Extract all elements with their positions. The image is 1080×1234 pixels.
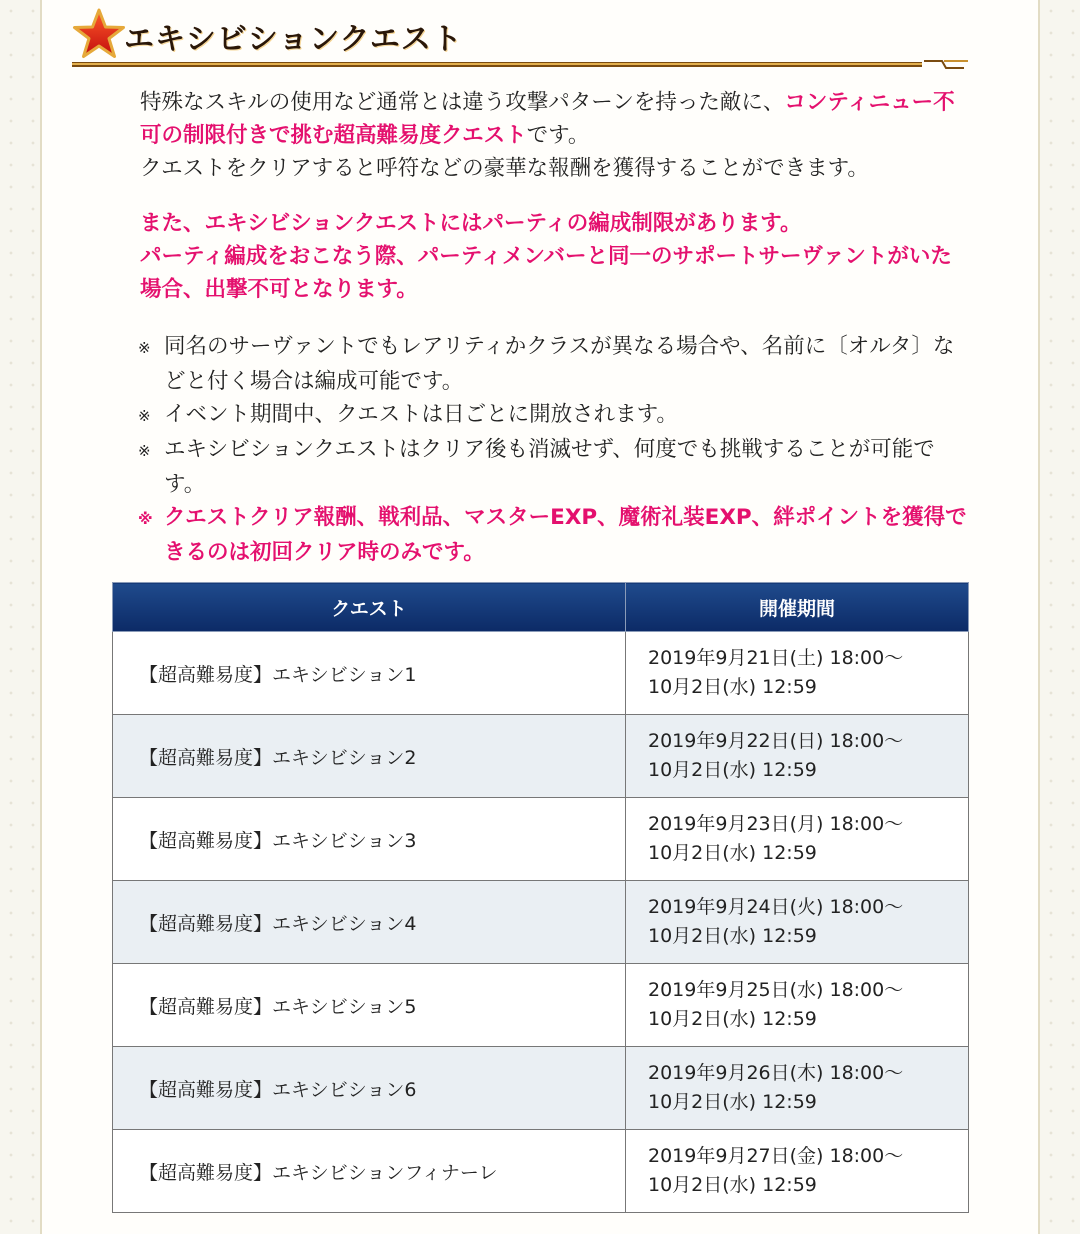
quest-name: 【超高難易度】エキシビション5 [113,964,626,1047]
intro-text [140,86,970,185]
note-item: ※ イベント期間中、クエストは日ごとに開放されます。 [138,398,970,433]
quest-period: 2019年9月22日(日) 18:00～ 10月2日(水) 12:59 [626,715,969,798]
quest-name: 【超高難易度】エキシビション2 [113,715,626,798]
quest-period: 2019年9月26日(木) 18:00～ 10月2日(水) 12:59 [626,1047,969,1130]
quest-name: 【超高難易度】エキシビション6 [113,1047,626,1130]
table-header-row [113,583,969,632]
header-underline [72,60,970,70]
right-decorative-border [1038,0,1080,1234]
party-restriction-warning [140,207,970,306]
table-row [113,798,969,881]
header-quest: クエスト [113,583,626,632]
intro-line1-end: です。 [526,123,590,148]
note-item: ※ 同名のサーヴァントでもレアリティかクラスが異なる場合や、名前に〔オルタ〕などと付く場合は編成可能です。 [138,334,955,394]
quest-schedule-table [112,582,969,1213]
quest-period: 2019年9月23日(月) 18:00～ 10月2日(水) 12:59 [626,798,969,881]
table-row [113,964,969,1047]
section-title: エキシビションクエスト [124,22,463,57]
table-row [113,1130,969,1213]
header-period: 開催期間 [626,583,969,632]
quest-period: 2019年9月25日(水) 18:00～ 10月2日(水) 12:59 [626,964,969,1047]
intro-line1: 特殊なスキルの使用など通常とは違う攻撃パターンを持った敵に、 [140,90,785,115]
note-mark: ※ [138,407,151,425]
note-mark: ※ [138,339,151,357]
quest-period: 2019年9月27日(金) 18:00～ 10月2日(水) 12:59 [626,1130,969,1213]
table-row [113,715,969,798]
quest-period: 2019年9月24日(火) 18:00～ 10月2日(水) 12:59 [626,881,969,964]
quest-name: 【超高難易度】エキシビション1 [113,632,626,715]
warning-line1: また、エキシビションクエストにはパーティの編成制限があります。 [140,211,802,236]
quest-period: 2019年9月21日(土) 18:00～ 10月2日(水) 12:59 [626,632,969,715]
quest-name: 【超高難易度】エキシビション4 [113,881,626,964]
intro-line2: クエストをクリアすると呼符などの豪華な報酬を獲得することができます。 [140,156,869,181]
table-row [113,632,969,715]
quest-name: 【超高難易度】エキシビションフィナーレ [113,1130,626,1213]
note-mark: ※ [138,442,151,460]
table-row [113,1047,969,1130]
star-icon [72,8,126,62]
note-item-highlight: ※ クエストクリア報酬、戦利品、マスターEXP、魔術礼装EXP、絆ポイントを獲得できるのは初回クリア時のみです。 [138,505,967,565]
notes-list [138,330,970,569]
intro-highlight: コンティニュー不可の制限付きで挑む超高難易度クエスト [140,90,955,148]
note-mark: ※ [138,510,153,528]
table-row [113,881,969,964]
warning-line2: パーティ編成をおこなう際、パーティメンバーと同一のサポートサーヴァントがいた場合、出撃不可となります。 [140,244,952,302]
quest-name: 【超高難易度】エキシビション3 [113,798,626,881]
section-header [72,8,970,70]
left-decorative-border [0,0,42,1234]
note-item: ※ エキシビションクエストはクリア後も消滅せず、何度でも挑戦することが可能です。 [138,437,935,497]
